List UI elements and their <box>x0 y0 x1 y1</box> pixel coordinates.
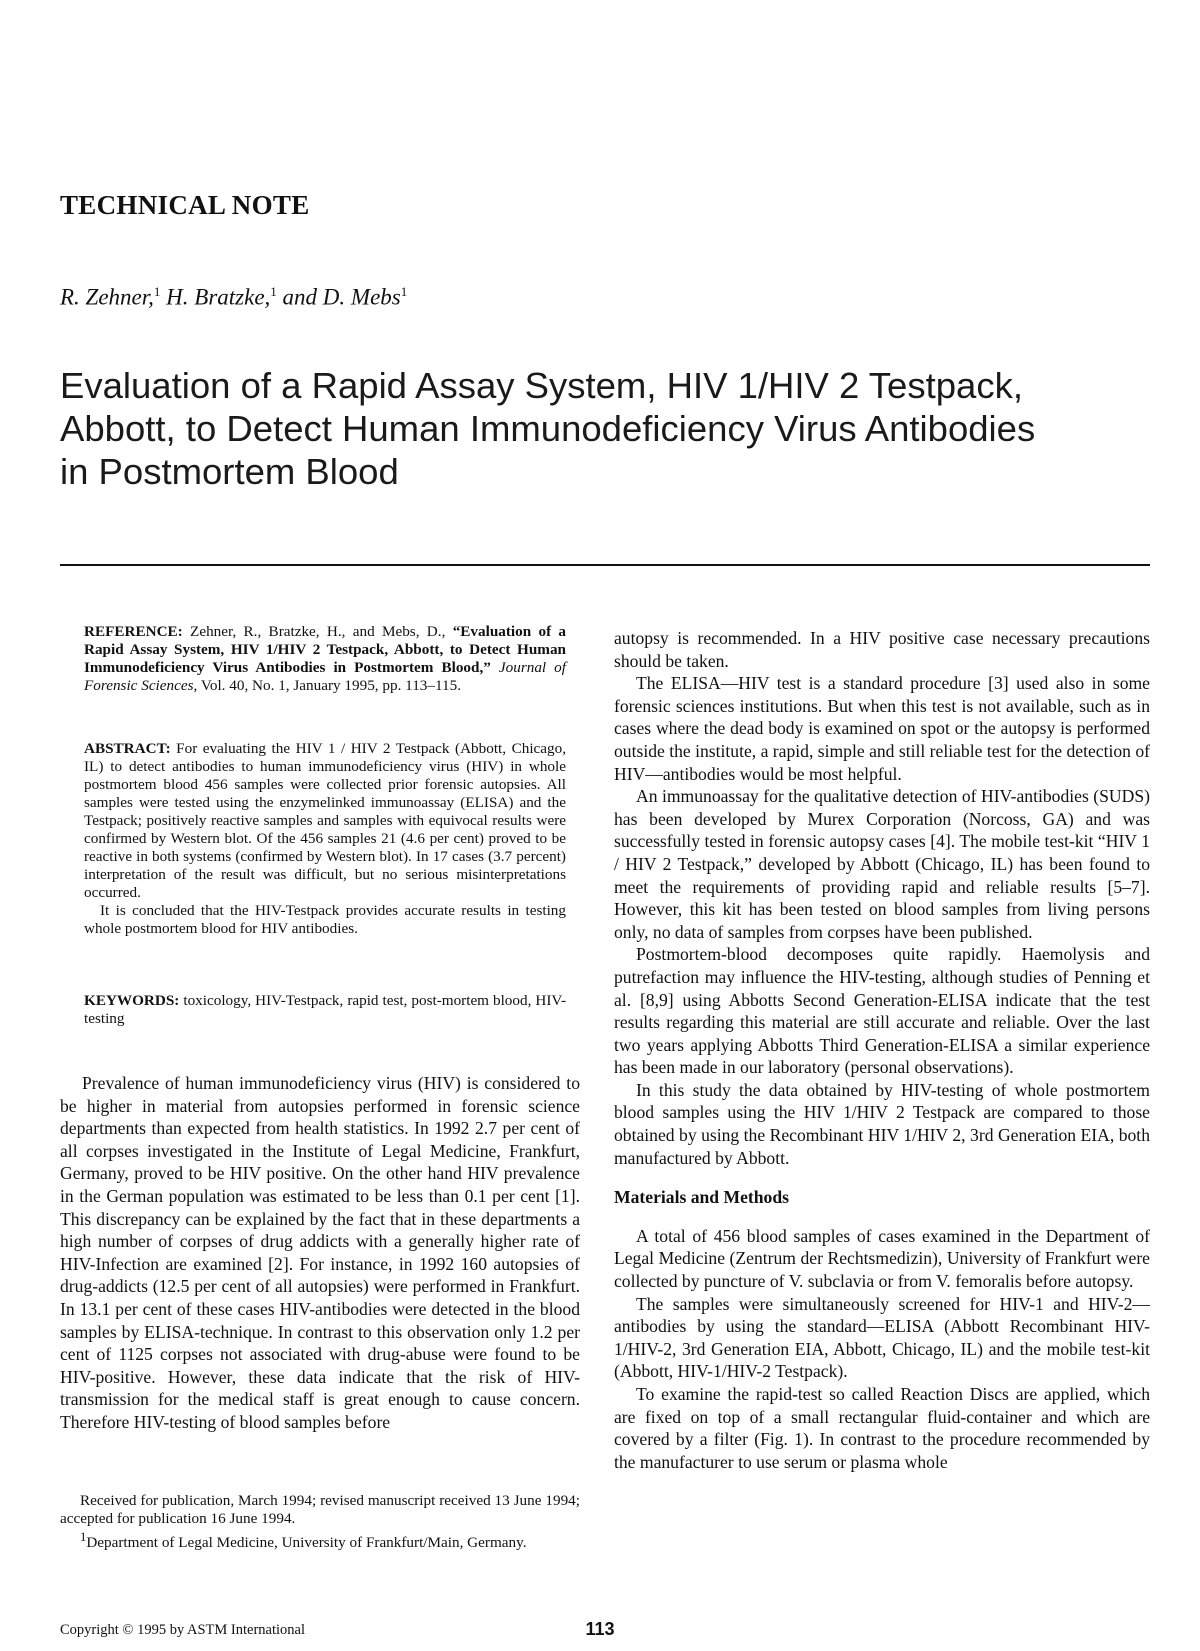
abstract-conclusion: It is concluded that the HIV-Testpack provides accurate results in testing whole postmortem blood for HIV antibodies. <box>84 902 566 937</box>
abstract-label: ABSTRACT: <box>84 740 171 757</box>
abstract-block <box>84 740 566 938</box>
keywords-text: toxicology, HIV-Testpack, rapid test, post-mortem blood, HIV-testing <box>84 992 567 1027</box>
article-type-label: TECHNICAL NOTE <box>60 190 310 220</box>
reference-block <box>84 623 566 695</box>
right-column <box>614 627 1150 1473</box>
keywords-block <box>84 992 566 1028</box>
page-number: 113 <box>585 1619 615 1639</box>
body-paragraph: The ELISA—HIV test is a standard procedure [3] used also in some forensic sciences institutions. But when this test is not available, such as in cases where the dead body is examined on spot or the autopsy is performed outside the institute, a rapid, simple and still reliable test for the detection of HIV—antibodies would be most helpful. <box>614 673 1150 784</box>
body-paragraph: autopsy is recommended. In a HIV positive case necessary precautions should be taken. <box>614 628 1150 671</box>
reference-authors: Zehner, R., Bratzke, H., and Mebs, D., <box>190 623 446 640</box>
affiliation-marker: 1 <box>270 284 277 299</box>
copyright-notice: Copyright © 1995 by ASTM International <box>60 1622 306 1638</box>
intro-paragraph: Prevalence of human immunodeficiency virus (HIV) is considered to be higher in material from autopsies performed in forensic science departments than expected from health statistics. In 1992 2.7 per cent of all corpses investigated in the Institute of Legal Medicine, Frankfurt, Germany, proved to be HIV positive. On the other hand HIV prevalence in the German population was estimated to be less than 0.1 per cent [1]. This discrepancy can be explained by the fact that in these departments a high number of corpses of drug addicts with a generally higher rate of HIV-Infection are examined [2]. For instance, in 1992 160 autopsies of drug-addicts (12.5 per cent of all autopsies) were performed in Frankfurt. In 13.1 per cent of these cases HIV-antibodies were detected in the blood samples by ELISA-technique. In contrast to this observation only 1.2 per cent of 1125 corpses not associated with drug-abuse were found to be HIV-positive. However, these data indicate that the risk of HIV-transmission for the medical staff is great enough to cause concern. Therefore HIV-testing of blood samples before <box>60 1073 580 1432</box>
footnotes <box>60 1492 580 1552</box>
affiliation-footnote: Department of Legal Medicine, University of Frankfurt/Main, Germany. <box>86 1534 527 1552</box>
title-line: Abbott, to Detect Human Immunodeficiency Virus Antibodies <box>60 408 1036 449</box>
body-paragraph: Postmortem-blood decomposes quite rapidly. Haemolysis and putrefaction may influence the HIV-testing, although studies of Penning et al. [8,9] using Abbotts Second Generation-ELISA indicate that the test results regarding this material are still accurate and reliable. Over the last two years applying Abbotts Third Generation-ELISA a similar experience has been made in our laboratory (personal observations). <box>614 944 1150 1078</box>
received-note: Received for publication, March 1994; revised manuscript received 13 June 1994; accepted for publication 16 June 1994. <box>60 1492 580 1527</box>
reference-journal: Journal of Forensic Sciences, <box>84 659 566 694</box>
body-paragraph: In this study the data obtained by HIV-testing of whole postmortem blood samples using the HIV 1/HIV 2 Testpack are compared to those obtained by using the Recombinant HIV 1/HIV 2, 3rd Generation EIA, both manufactured by Abbott. <box>614 1079 1150 1168</box>
body-paragraph: To examine the rapid-test so called Reaction Discs are applied, which are fixed on top of a small rectangular fluid-container and which are covered by a filter (Fig. 1). In contrast to the procedure recommended by the manufacturer to use serum or plasma whole <box>614 1384 1150 1472</box>
reference-label: REFERENCE: <box>84 623 183 640</box>
affiliation-marker: 1 <box>400 284 408 299</box>
author-name: and D. Mebs <box>282 284 401 310</box>
author-name: H. Bratzke, <box>166 284 271 310</box>
author-name: R. Zehner, <box>60 284 154 310</box>
author-list <box>60 284 407 311</box>
paper-title <box>60 364 1150 493</box>
abstract-text: For evaluating the HIV 1 / HIV 2 Testpack (Abbott, Chicago, IL) to detect antibodies to human immunodeficiency virus (HIV) in whole postmortem blood 456 samples were collected prior forensic autopsies. All samples were tested using the enzymelinked immunoassay (ELISA) and the Testpack; positively reactive samples and samples with equivocal results were confirmed by Western blot. Of the 456 samples 21 (4.6 per cent) proved to be reactive in both systems (confirmed by Western blot). In 17 cases (3.7 percent) interpretation of the result was difficult, but no serious misinterpretations occurred. <box>84 740 566 901</box>
body-paragraph: A total of 456 blood samples of cases examined in the Department of Legal Medicine (Zentrum der Rechtsmedizin), University of Frankfurt were collected by puncture of V. subclavia or from V. femoralis before autopsy. <box>614 1225 1150 1292</box>
title-divider <box>60 564 1150 566</box>
intro-column <box>60 1072 580 1434</box>
section-heading: Materials and Methods <box>614 1187 789 1208</box>
title-line: Evaluation of a Rapid Assay System, HIV 1/HIV 2 Testpack, <box>60 365 1023 406</box>
reference-title: “Evaluation of a Rapid Assay System, HIV 1/HIV 2 Testpack, Abbott, to Detect Human Immunodeficiency Virus Antibodies in Postmortem Blood,” <box>84 623 567 676</box>
body-paragraph: An immunoassay for the qualitative detection of HIV-antibodies (SUDS) has been developed by Murex Corporation (Norcoss, GA) and was successfully tested in forensic autopsy cases [4]. The mobile test-kit “HIV 1 / HIV 2 Testpack,” developed by Abbott (Chicago, IL) has been found to meet the requirements of providing rapid and reliable results [5–7]. However, this kit has been tested on blood samples from living persons only, no data of samples from corpses have been published. <box>614 786 1150 942</box>
title-line: in Postmortem Blood <box>60 451 399 492</box>
keywords-label: KEYWORDS: <box>84 992 180 1009</box>
affiliation-marker: 1 <box>153 284 161 299</box>
reference-details: Vol. 40, No. 1, January 1995, pp. 113–115. <box>200 677 461 694</box>
body-paragraph: The samples were simultaneously screened for HIV-1 and HIV-2—antibodies by using the standard—ELISA (Abbott Recombinant HIV-1/HIV-2, 3rd Generation EIA, Abbott, Chicago, IL) and the mobile test-kit (Abbott, HIV-1/HIV-2 Testpack). <box>614 1293 1150 1382</box>
footnote-marker: 1 <box>80 1530 87 1544</box>
